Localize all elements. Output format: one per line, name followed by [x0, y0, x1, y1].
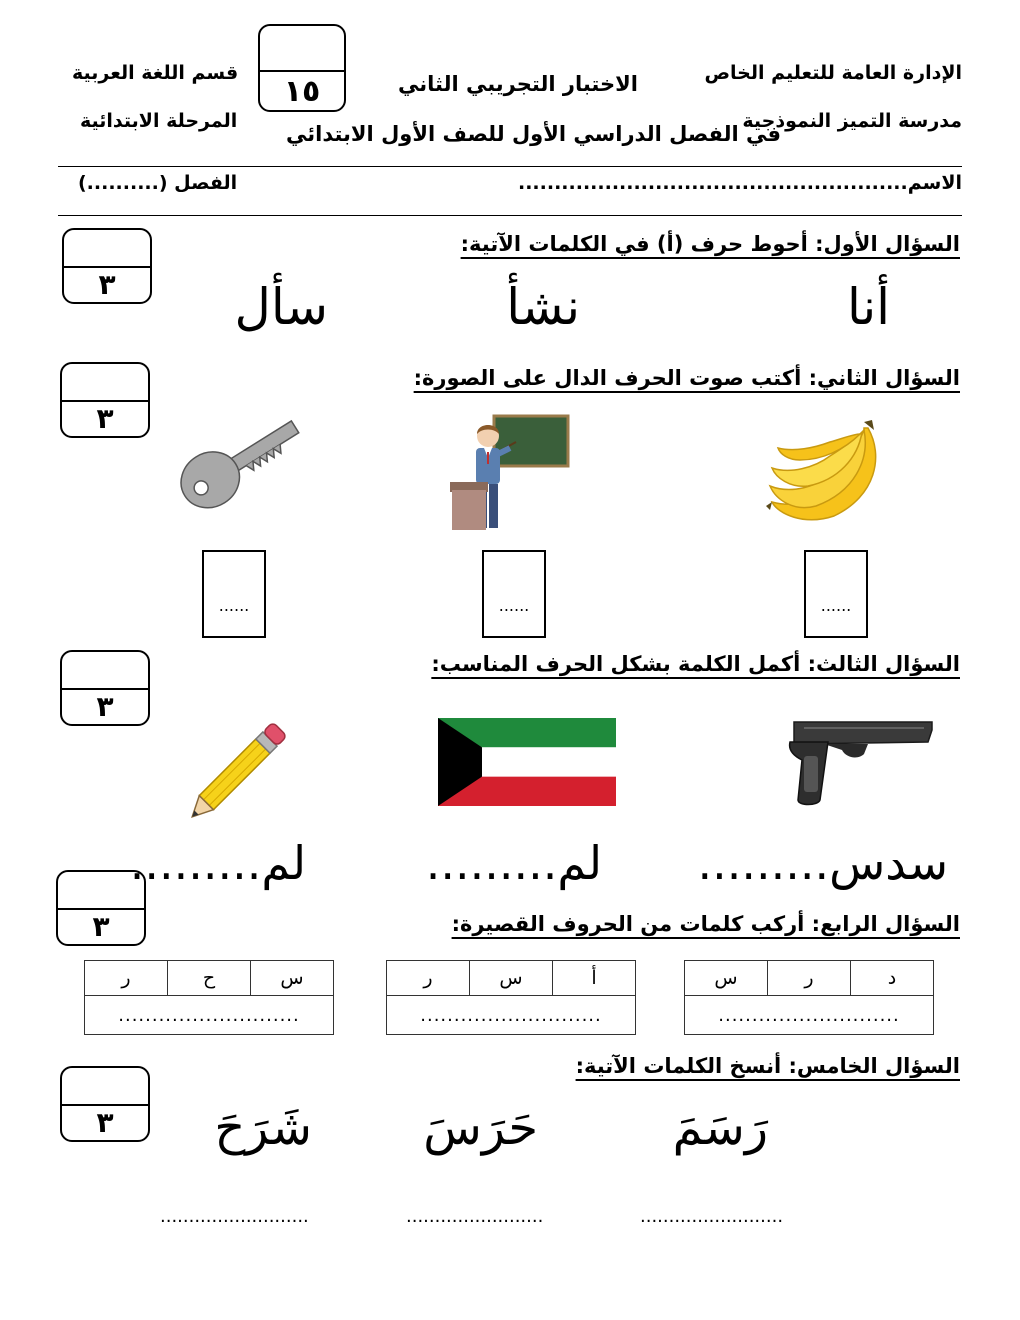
letter-cell: ر: [768, 961, 851, 996]
kuwait-flag-picture: [438, 718, 616, 806]
letter-cell: ح: [168, 961, 251, 996]
q4-letter-group-2: [386, 960, 636, 1035]
q5-word-2: حَرَسَ: [423, 1100, 538, 1156]
q5-score: ٣: [96, 1106, 114, 1139]
q2-score: ٣: [96, 402, 114, 435]
q5-title: السؤال الخامس: أنسخ الكلمات الآتية:: [575, 1054, 960, 1078]
name-field[interactable]: الاسم......................................................: [517, 172, 962, 194]
total-score: ١٥: [283, 74, 321, 109]
q2-answer-box-3[interactable]: ......: [202, 550, 266, 638]
test-title: الاختبار التجريبي الثاني: [398, 72, 638, 96]
letter-cell: س: [685, 961, 768, 996]
q2-answer-box-1[interactable]: ......: [804, 550, 868, 638]
header-divider-top: [58, 166, 962, 167]
stage-label: المرحلة الابتدائية: [80, 110, 238, 132]
total-score-box: [258, 24, 346, 112]
q5-copy-line-3[interactable]: ..........................: [160, 1206, 309, 1227]
q1-title: السؤال الأول: أحوط حرف (أ) في الكلمات الآتية:: [460, 232, 960, 256]
admin-title: الإدارة العامة للتعليم الخاص: [704, 62, 962, 84]
pencil-picture: [178, 706, 304, 830]
letter-cell: ر: [387, 961, 470, 996]
test-subtitle: في الفصل الدراسي الأول للصف الأول الابتدائي: [286, 122, 782, 146]
q3-word-3[interactable]: لم.........: [129, 836, 306, 890]
banana-picture: [764, 416, 894, 528]
q5-word-3: شَرَحَ: [214, 1100, 312, 1156]
q3-score-box: [60, 650, 150, 726]
header-divider-bottom: [58, 215, 962, 216]
key-picture: [172, 406, 310, 520]
q4-answer-1[interactable]: ...........................: [685, 996, 934, 1035]
q4-score-box: [56, 870, 146, 946]
q4-title: السؤال الرابع: أركب كلمات من الحروف القصيرة:: [451, 912, 960, 936]
q1-score-box: [62, 228, 152, 304]
letter-cell: س: [251, 961, 334, 996]
q1-word-2[interactable]: نشأ: [506, 278, 580, 336]
letter-cell: ر: [85, 961, 168, 996]
class-field[interactable]: الفصل (..........): [78, 172, 238, 194]
q5-score-box: [60, 1066, 150, 1142]
q3-score: ٣: [96, 690, 114, 723]
q4-score: ٣: [92, 910, 110, 943]
q5-copy-line-2[interactable]: ........................: [406, 1206, 544, 1227]
q1-word-3[interactable]: سأل: [234, 278, 328, 336]
q3-word-1[interactable]: سدس.........: [697, 836, 948, 890]
q1-word-1[interactable]: أنا: [846, 278, 890, 336]
q3-word-2[interactable]: لم.........: [425, 836, 602, 890]
q4-letter-group-3: [84, 960, 334, 1035]
q5-copy-line-1[interactable]: .........................: [640, 1206, 784, 1227]
q3-title: السؤال الثالث: أكمل الكلمة بشكل الحرف المناسب:: [431, 652, 960, 676]
q4-answer-3[interactable]: ...........................: [85, 996, 334, 1035]
department-label: قسم اللغة العربية: [72, 62, 239, 84]
letter-cell: أ: [553, 961, 636, 996]
teacher-picture: [448, 414, 572, 532]
letter-cell: س: [470, 961, 553, 996]
pistol-picture: [784, 716, 936, 808]
q2-score-box: [60, 362, 150, 438]
q1-score: ٣: [98, 268, 116, 301]
q4-letter-group-1: [684, 960, 934, 1035]
letter-cell: د: [851, 961, 934, 996]
q5-word-1: رَسَمَ: [672, 1100, 768, 1156]
school-name: مدرسة التميز النموذجية: [742, 110, 962, 132]
q4-answer-2[interactable]: ...........................: [387, 996, 636, 1035]
q2-answer-box-2[interactable]: ......: [482, 550, 546, 638]
q2-title: السؤال الثاني: أكتب صوت الحرف الدال على الصورة:: [413, 366, 960, 390]
